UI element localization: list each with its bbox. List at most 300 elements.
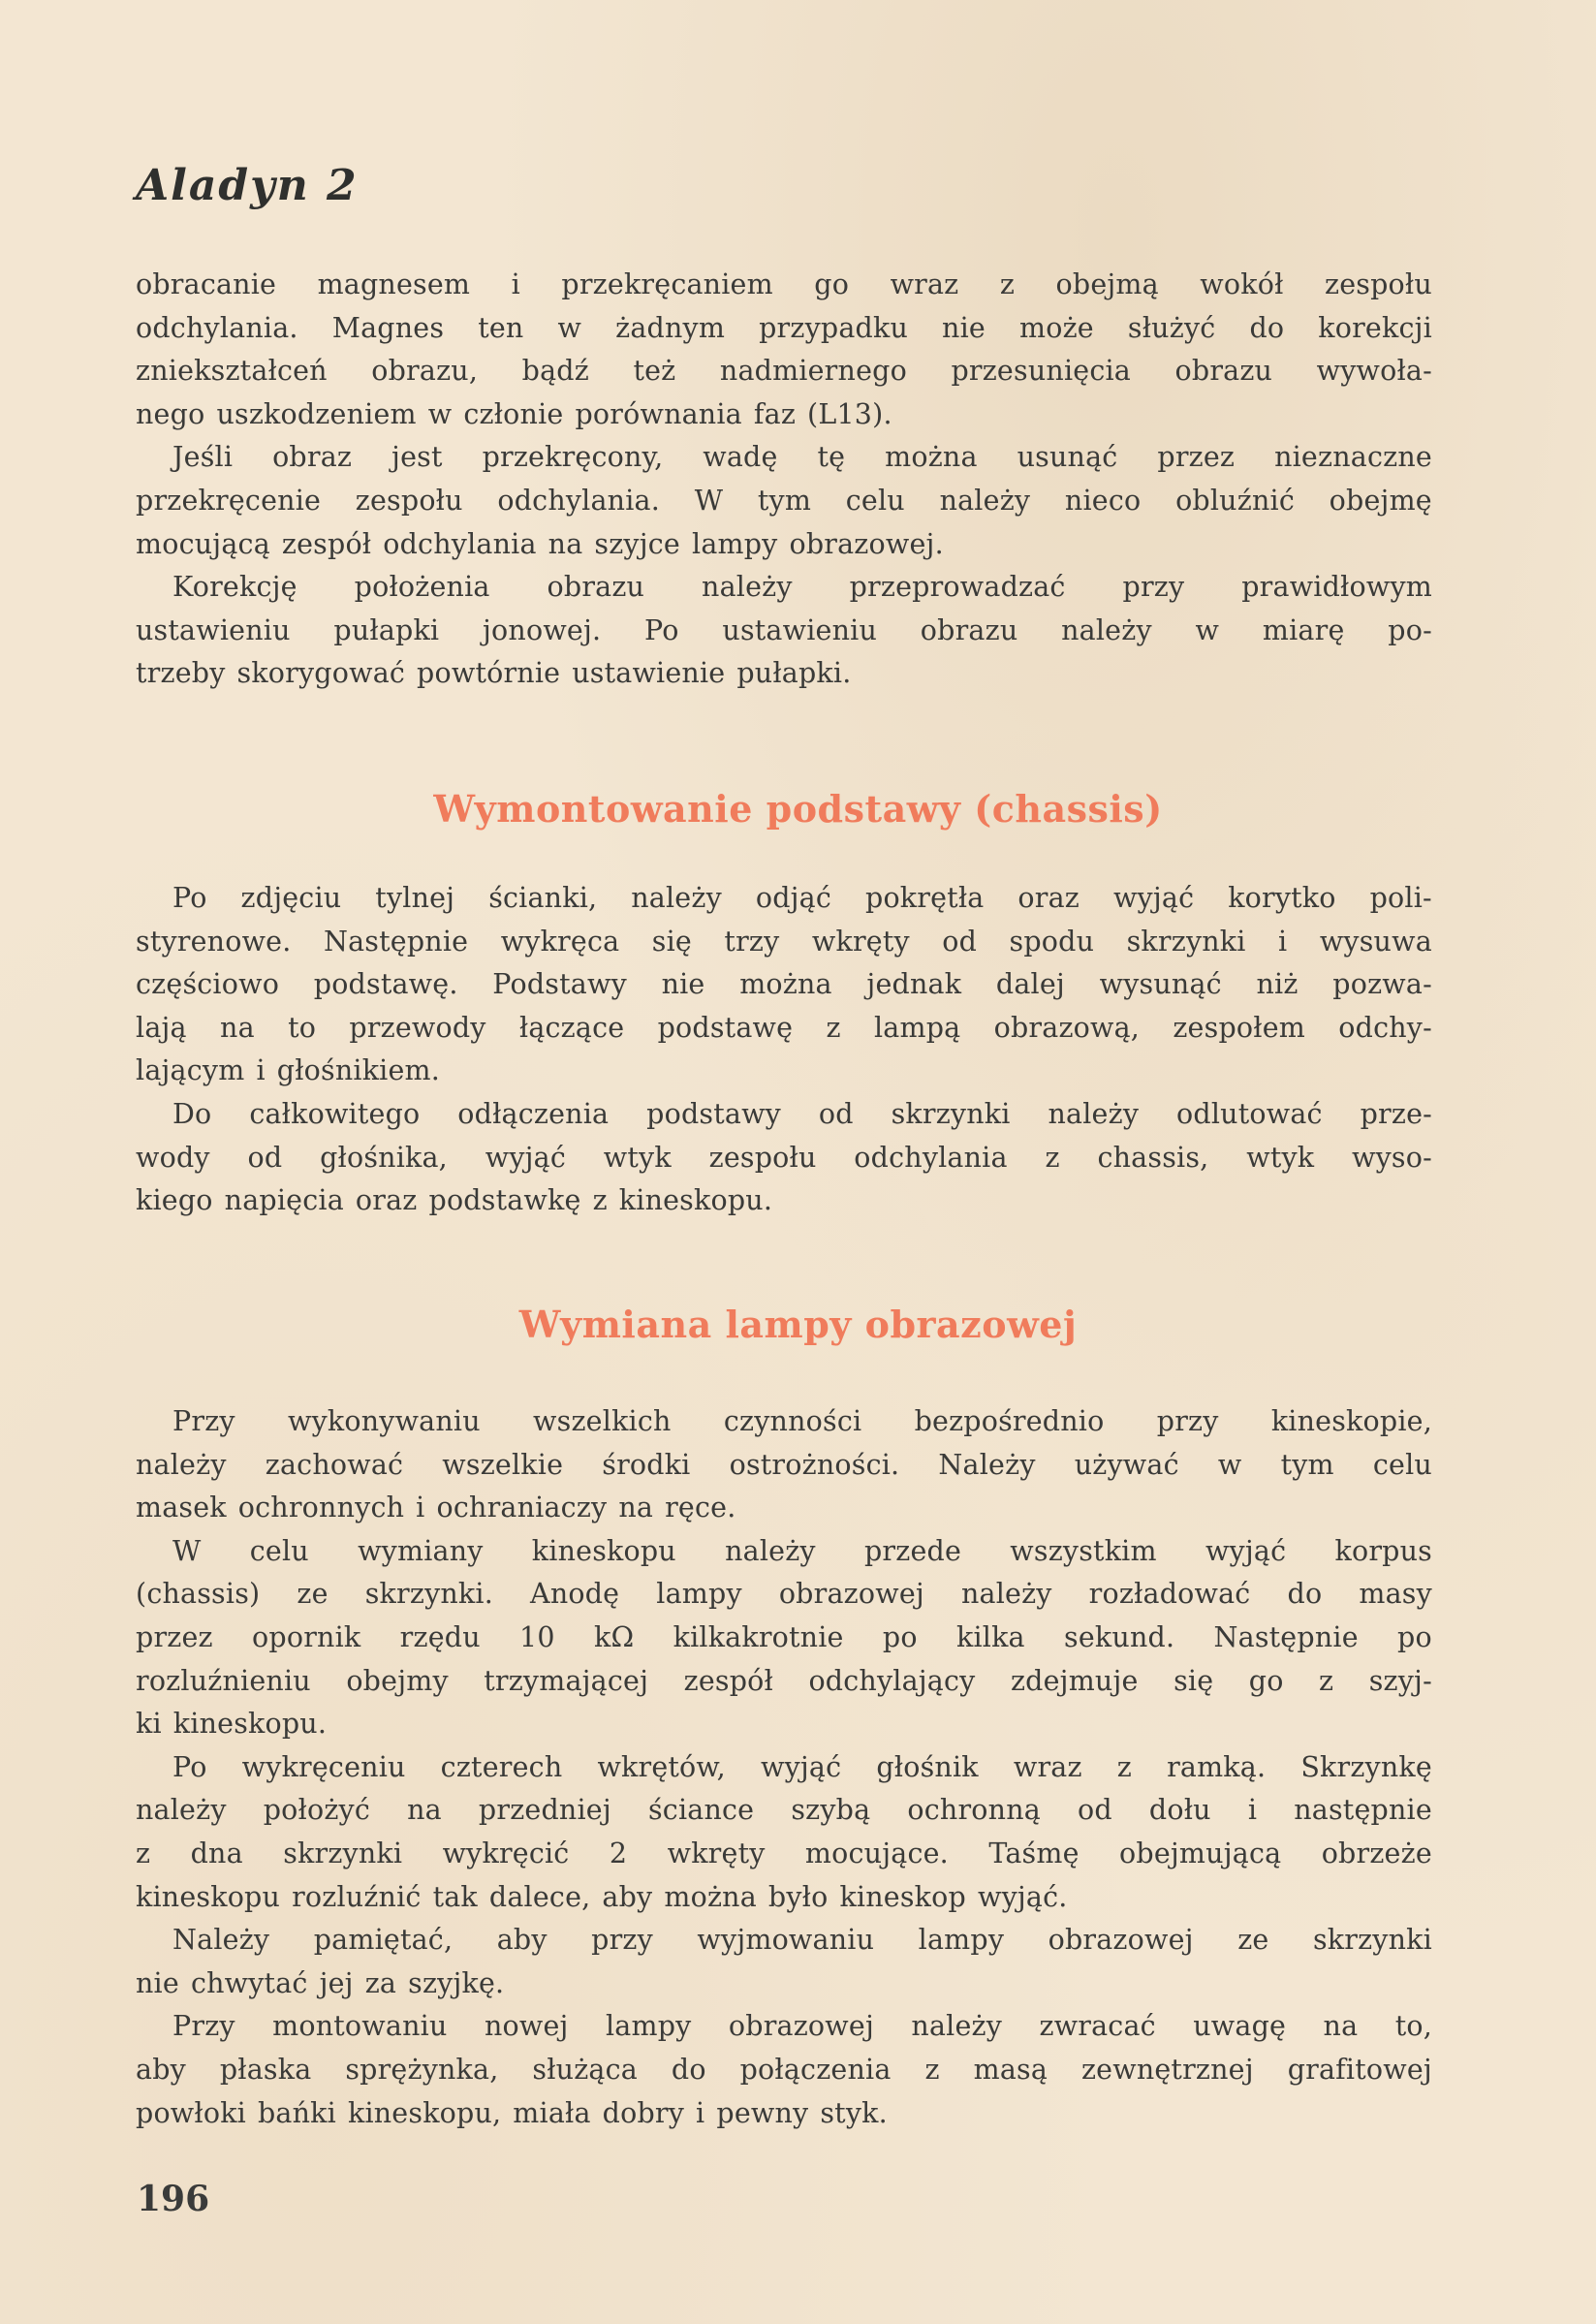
text-line [136,1007,1432,1051]
word: wszelkich [533,1405,672,1437]
word: wykręcić [442,1837,570,1869]
text-line [136,307,1432,351]
section-intro-body [136,264,1432,696]
text-line [136,264,1432,307]
word: nadmiernego [719,355,907,388]
word: ze [297,1578,329,1611]
word: należy [702,571,793,604]
word: W [694,484,724,517]
word: styrenowe. [136,925,292,958]
word: przede [863,1534,962,1567]
word: korekcji [1318,311,1432,344]
word: i [256,1054,266,1087]
word: wszelkie [442,1448,564,1481]
word: powtórnie [417,657,561,690]
text-line [136,1703,1432,1746]
word: ustawieniu [136,613,291,646]
word: odchylania. [497,484,661,517]
word: wokół [1200,268,1284,300]
word: nie [136,1966,179,1999]
word: głośnik [876,1750,979,1783]
text-line [136,1444,1432,1488]
word: do [1249,311,1285,344]
section-heading-picture-tube-replacement: Wymiana lampy obrazowej [518,1303,1078,1346]
word: też [633,355,676,388]
word: niż [1256,968,1299,1001]
word: styk. [820,2096,888,2129]
word: lającym [136,1054,245,1087]
word: napięcia [224,1184,344,1217]
word: nieco [1064,484,1142,517]
word: służąca [532,2053,638,2086]
word: w [557,311,582,344]
word: Przy [172,2010,235,2043]
word: Po [172,1750,207,1783]
word: pokrętła [865,882,985,914]
text-line [136,2049,1432,2092]
word: nego [136,397,205,430]
text-line [136,921,1432,964]
word: płaska [219,2053,312,2086]
word: podstawkę [428,1184,581,1217]
word: wyjąć [1205,1534,1287,1567]
word: zespół [281,527,372,560]
word: aby [602,1880,653,1913]
word: na [220,1011,255,1044]
text-line [136,523,1432,567]
word: wymiany [358,1534,484,1567]
word: grafitowej [1287,2053,1432,2086]
text-line [136,1919,1432,1963]
word: może [1019,311,1094,344]
word: korytko [1228,882,1336,914]
word: kineskopu. [618,1184,773,1217]
word: kineskopu. [172,1708,328,1741]
word: obraz [272,441,353,474]
word: go [1248,1664,1284,1697]
word: odchylający [808,1664,976,1697]
word: zespołu [708,1141,817,1174]
word: przekręcony, [482,441,664,474]
word: uszkodzeniem [216,397,417,430]
word: porównania [575,397,742,430]
word: nowej [484,2010,569,2043]
word: Do [172,1097,212,1130]
word: w [427,397,453,430]
word: nie [942,311,986,344]
word: kineskop [839,1880,966,1913]
word: wyjmowaniu [697,1924,875,1957]
word: bezpośrednio [914,1405,1105,1437]
word: 10 [519,1620,555,1653]
word: można [739,968,832,1001]
text-line [136,566,1432,610]
word: ochronnych [237,1492,405,1524]
word: wtyk [603,1141,672,1174]
word: wyjąć. [977,1880,1068,1913]
word: przekręcaniem [561,268,773,300]
text-line [136,652,1432,696]
word: przekręcenie [136,484,322,517]
text-line [136,1789,1432,1833]
page-title: Aladyn 2 [136,161,359,210]
word: trzymającej [484,1664,649,1697]
word: częściowo [136,968,280,1001]
word: Skrzynkę [1300,1750,1432,1783]
word: dna [190,1837,243,1869]
word: trzeby [136,657,226,690]
word: montowaniu [272,2010,448,2043]
word: ochronną [907,1794,1041,1827]
word: poli- [1369,882,1432,914]
word: trzy [724,925,780,958]
word: należy [725,1534,816,1567]
word: przewody [349,1011,486,1044]
word: celu [249,1534,309,1567]
word: żadnym [615,311,726,344]
word: go [814,268,850,300]
word: bańki [257,2096,336,2129]
word: to, [1394,2010,1432,2043]
word: obrazowej [1048,1924,1194,1957]
word: położyć [263,1794,371,1827]
text-line [136,1833,1432,1876]
word: z [1045,1141,1060,1174]
word: do [671,2053,706,2086]
word: wykręca [500,925,620,958]
word: prze- [1360,1097,1432,1130]
word: magnesem [317,268,471,300]
word: ochraniaczy [436,1492,608,1524]
word: obrazu [920,613,1018,646]
word: członie [463,397,564,430]
word: masą [973,2053,1048,2086]
word: masy [1359,1578,1432,1611]
text-line [136,1137,1432,1180]
word: z [826,1011,841,1044]
word: lampy [656,1578,742,1611]
word: jonowej. [483,613,602,646]
word: wyjąć [1112,882,1195,914]
word: aby [496,1924,548,1957]
word: ze [1237,1924,1269,1957]
word: należy [1061,613,1152,646]
word: następnie [1294,1794,1432,1827]
word: szybą [791,1794,871,1827]
word: od [1078,1794,1112,1827]
word: rozluźnieniu [136,1664,311,1697]
word: dobry [602,2096,685,2129]
word: środki [602,1448,691,1481]
text-line [136,2005,1432,2049]
word: rozluźnić [292,1880,422,1913]
word: kineskopu, [347,2096,502,2129]
word: podstawę. [313,968,458,1001]
text-line [136,350,1432,393]
text-line [136,2092,1432,2136]
word: przez [1157,441,1236,474]
word: szyjce [594,527,680,560]
word: wysunąć [1099,968,1222,1001]
word: ścianki, [488,882,598,914]
word: przesunięcia [951,355,1131,388]
word: Korekcję [172,571,297,604]
word: ręce. [665,1492,736,1524]
word: nie [661,968,705,1001]
word: z [592,1184,608,1217]
word: faz [753,397,797,430]
word: z [136,1837,151,1869]
word: dalej [995,968,1065,1001]
section-chassis-removal-body [136,877,1432,1223]
word: wraz [1013,1750,1082,1783]
word: 2 [609,1837,628,1869]
word: ostrożności. [729,1448,900,1481]
text-line [136,610,1432,653]
word: lampy [918,1924,1005,1957]
word: wyjąć [485,1141,567,1174]
word: Należy [172,1924,270,1957]
text-line [136,1179,1432,1223]
word: dołu [1148,1794,1211,1827]
word: całkowitego [249,1097,421,1130]
word: tym [1280,1448,1334,1481]
word: skorygować [236,657,406,690]
word: należy [1048,1097,1140,1130]
word: tak [432,1880,478,1913]
word: opornik [252,1620,361,1653]
word: wkręty [667,1837,766,1869]
word: (chassis) [136,1578,261,1611]
word: kineskopu [136,1880,281,1913]
word: miarę [1262,613,1345,646]
word: szyj- [1368,1664,1432,1697]
word: oraz [1017,882,1080,914]
word: obejmę [1329,484,1432,517]
word: przy [1122,571,1185,604]
word: należy [631,882,722,914]
word: ki [136,1708,162,1741]
word: położenia [354,571,490,604]
word: odjąć [755,882,832,914]
word: i [511,268,520,300]
text-line [136,1617,1432,1660]
word: Następnie [323,925,469,958]
word: obrazowej [728,2010,874,2043]
word: łączące [518,1011,625,1044]
word: mocujące. [804,1837,949,1869]
text-line [136,1963,1432,2006]
word: wykonywaniu [287,1405,481,1437]
word: wykręceniu [241,1750,406,1783]
word: jednak [866,968,962,1001]
word: celu [1372,1448,1432,1481]
word: podstawę [657,1011,794,1044]
word: obejmą [1055,268,1159,300]
word: kΩ [594,1620,635,1653]
word: należy [136,1448,227,1481]
word: mocującą [136,527,270,560]
word: tylnej [375,882,455,914]
word: pamiętać, [313,1924,454,1957]
word: czynności [723,1405,862,1437]
word: skrzynki [1126,925,1246,958]
text-line [136,1050,1432,1093]
word: miała [513,2096,591,2129]
word: z [1319,1664,1334,1697]
word: obracanie [136,268,277,300]
word: prawidłowym [1241,571,1432,604]
word: odchylania [854,1141,1008,1174]
word: z [999,268,1016,300]
word: lampy [692,527,778,560]
word: wysuwa [1319,925,1432,958]
word: wraz [890,268,959,300]
word: Podstawy [492,968,627,1001]
word: zespołem [1173,1011,1305,1044]
word: po- [1388,613,1432,646]
word: lają [136,1011,187,1044]
word: wszystkim [1010,1534,1157,1567]
word: zespół [683,1664,773,1697]
word: ściance [647,1794,755,1827]
word: powłoki [136,2096,246,2129]
word: za [364,1966,397,1999]
word: odchylania. [136,311,298,344]
text-line [136,1400,1432,1444]
word: na [548,527,583,560]
word: aby [136,2053,186,2086]
word: pozwa- [1332,968,1432,1001]
text-line [136,1573,1432,1617]
word: przy [591,1924,653,1957]
word: Anodę [530,1578,620,1611]
page-number: 196 [137,2179,210,2219]
word: tę [817,441,846,474]
word: lampą [873,1011,961,1044]
word: pułapki. [736,657,852,690]
word: na [618,1492,654,1524]
word: przez [136,1620,213,1653]
word: bądź [521,355,589,388]
word: wyso- [1352,1141,1432,1174]
word: szyjkę. [408,1966,505,1999]
text-line [136,436,1432,480]
word: wadę [703,441,778,474]
word: korpus [1334,1534,1432,1567]
word: należy [960,1578,1052,1611]
word: W [172,1534,202,1567]
word: wkrętów, [597,1750,726,1783]
word: głośnikiem. [276,1054,441,1087]
word: lampy [605,2010,692,2043]
word: wtyk [1246,1141,1315,1174]
word: zdjęciu [240,882,342,914]
word: odlutować [1176,1097,1323,1130]
word: kiego [136,1184,213,1217]
word: kilkakrotnie [673,1620,844,1653]
text-line [136,480,1432,523]
word: od [818,1097,854,1130]
text-line [136,1746,1432,1790]
word: w [1195,613,1220,646]
word: obrazową, [993,1011,1141,1044]
word: zachować [265,1448,404,1481]
word: należy [136,1794,227,1827]
text-line [136,1487,1432,1530]
word: wyjąć [760,1750,842,1783]
word: obrazu [1174,355,1273,388]
word: Następnie [1213,1620,1359,1653]
word: obejmy [346,1664,449,1697]
word: przy [1156,1405,1219,1437]
word: obluźnić [1175,484,1295,517]
section-heading-chassis-removal: Wymontowanie podstawy (chassis) [433,787,1163,831]
word: Po [172,882,207,914]
word: obrazu [547,571,645,604]
word: kilka [955,1620,1025,1653]
word: sekund. [1064,1620,1175,1653]
word: chwytać [190,1966,308,1999]
word: obrzeże [1321,1837,1432,1869]
word: z [1116,1750,1132,1783]
word: po [882,1620,918,1653]
word: do [1287,1578,1323,1611]
word: nieznaczne [1274,441,1432,474]
word: kineskopu [531,1534,676,1567]
word: dalece, [488,1880,591,1913]
word: spodu [1009,925,1095,958]
word: i [696,2096,705,2129]
word: głośnika, [320,1141,448,1174]
word: się [1174,1664,1214,1697]
word: służyć [1127,311,1216,344]
text-line [136,877,1432,921]
word: należy [939,484,1031,517]
word: Po [644,613,679,646]
word: tym [757,484,812,517]
word: jej [319,1966,354,1999]
text-line [136,1530,1432,1574]
word: obrazu, [371,355,479,388]
word: było [767,1880,829,1913]
word: odchy- [1338,1011,1432,1044]
word: zniekształceń [136,355,328,388]
word: czterech [440,1750,563,1783]
word: i [1247,1794,1258,1827]
word: rzędu [399,1620,481,1653]
word: Jeśli [172,441,234,474]
word: chassis, [1097,1141,1209,1174]
word: wody [136,1141,210,1174]
word: Należy [938,1448,1036,1481]
word: przypadku [759,311,908,344]
word: uwagę [1193,2010,1287,2043]
word: ten [478,311,524,344]
text-line [136,393,1432,437]
word: jest [391,441,443,474]
word: skrzynki [283,1837,403,1869]
word: obejmującą [1119,1837,1282,1869]
word: w [1217,1448,1242,1481]
text-line [136,1876,1432,1920]
text-line [136,963,1432,1007]
word: na [407,1794,442,1827]
word: od [247,1141,283,1174]
word: Taśmę [988,1837,1080,1869]
word: zespołu [355,484,463,517]
word: obrazowej [778,1578,924,1611]
